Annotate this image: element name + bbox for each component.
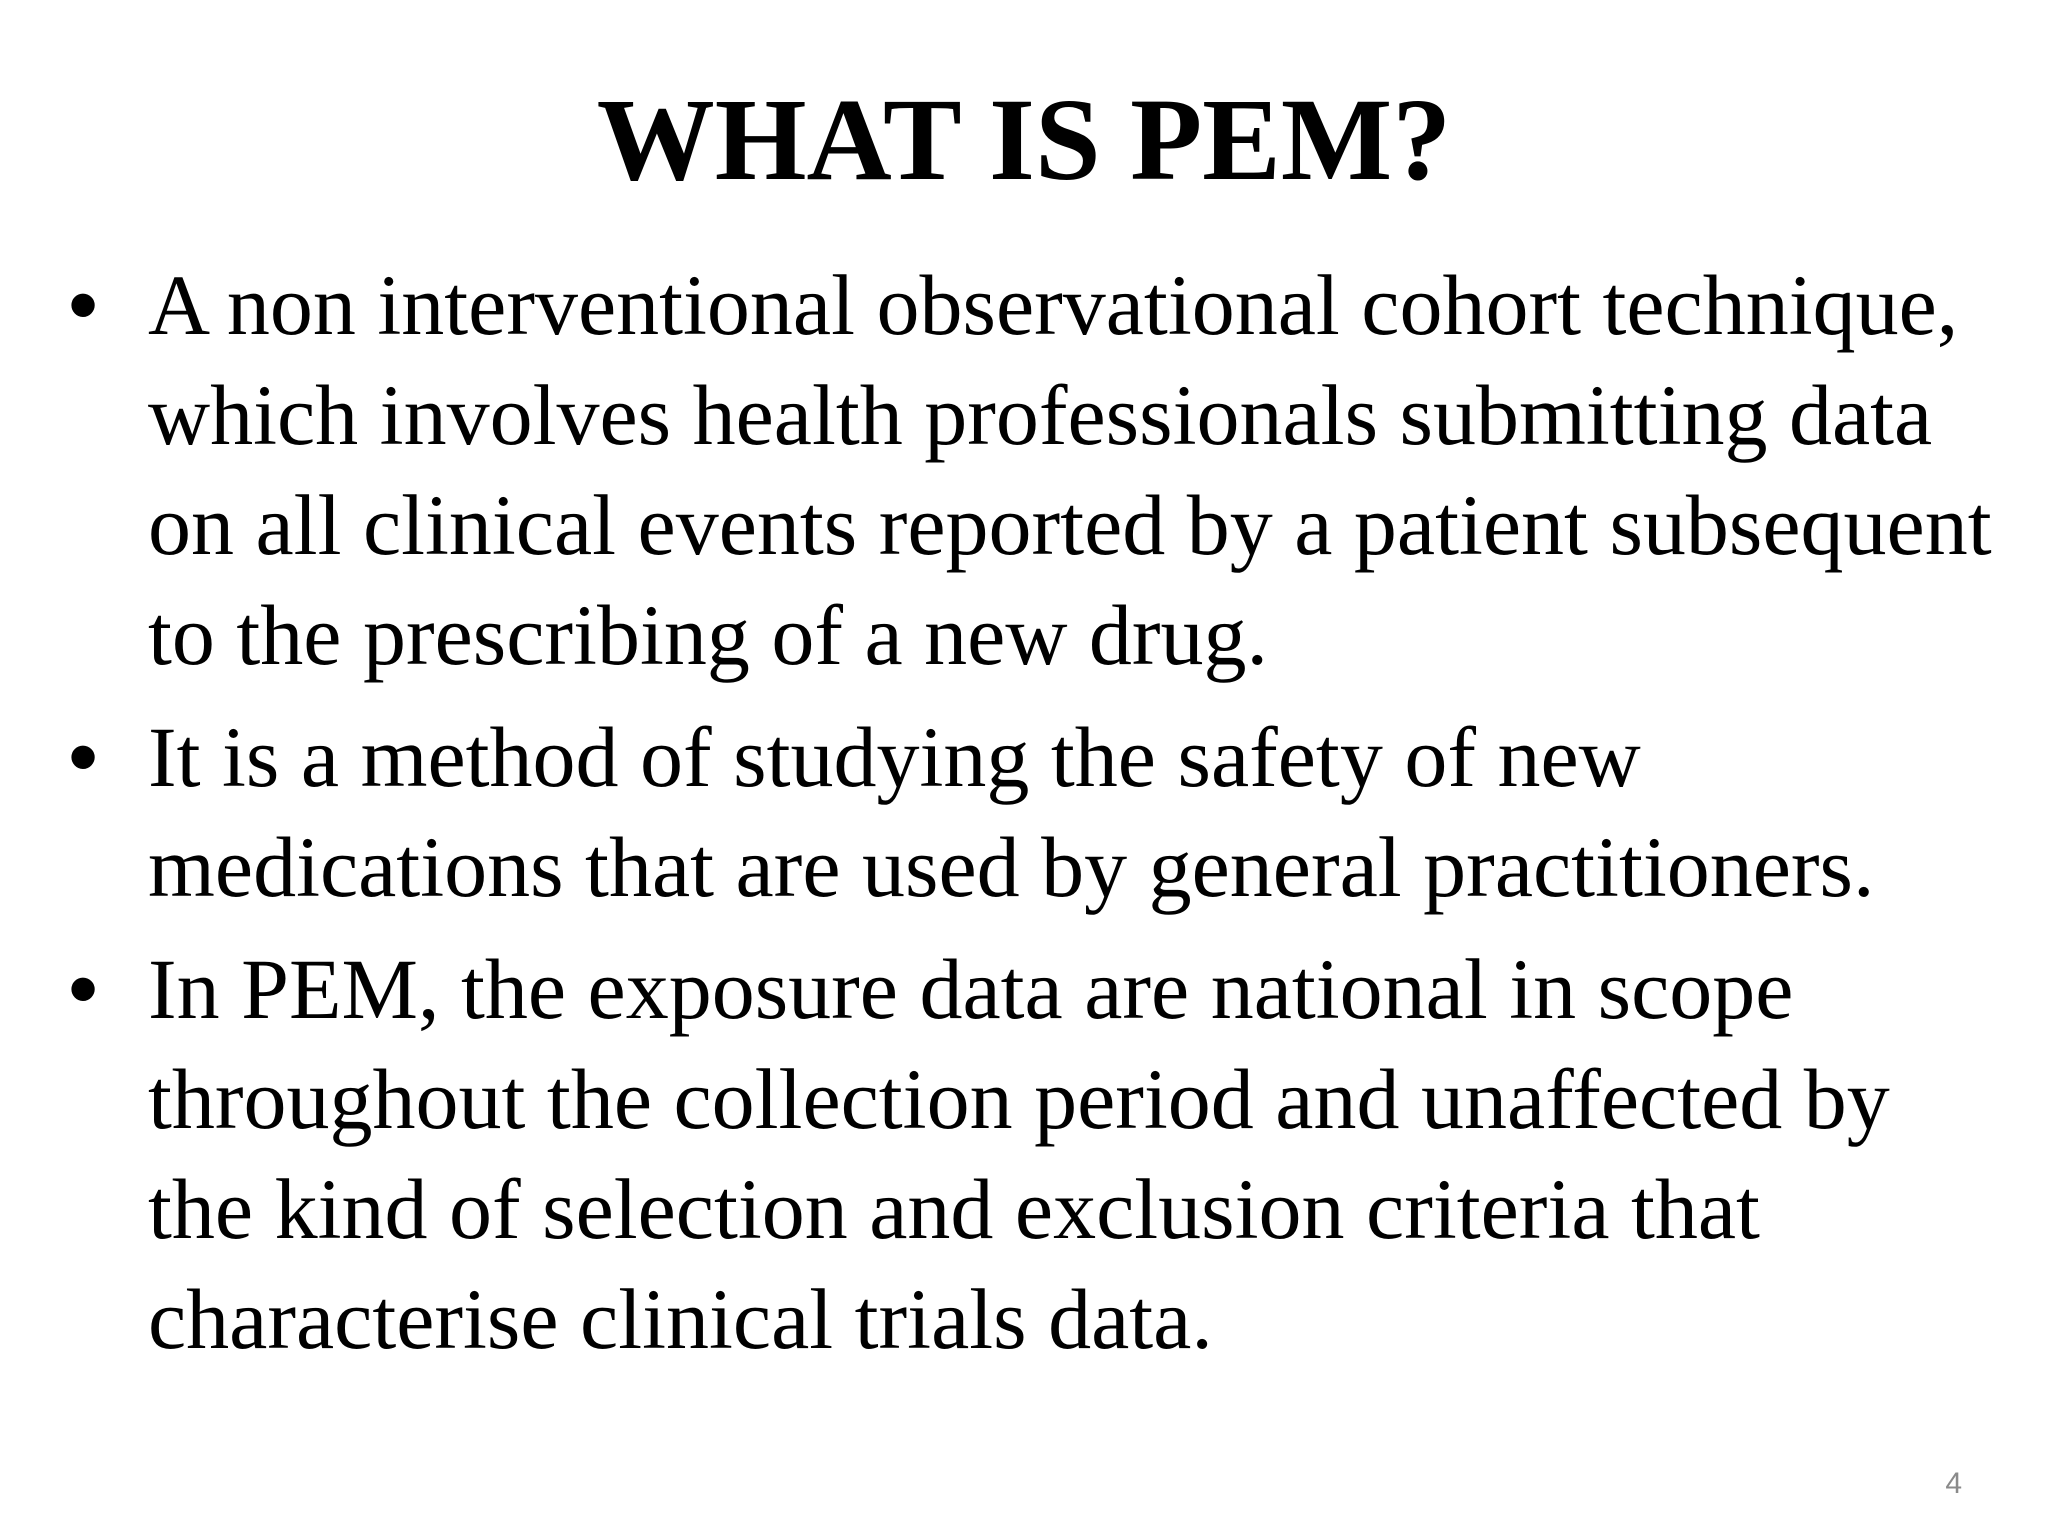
bullet-text: A non interventional observational cohort technique, which involves health professionals submitting data on all clinical events reported by a patient subsequent to the prescribing of a new drug.: [148, 257, 1992, 683]
bullet-text: In PEM, the exposure data are national in scope throughout the collection period and unaffected by the kind of selection and exclusion criteria that characterise clinical trials data.: [148, 941, 1890, 1367]
bullet-item: [0, 934, 2008, 1374]
bullet-list: [0, 250, 2048, 1386]
bullet-marker-icon: •: [68, 709, 99, 805]
bullet-text: It is a method of studying the safety of new medications that are used by general practitioners.: [148, 709, 1875, 915]
slide-title: WHAT IS PEM?: [596, 74, 1452, 205]
page-number: 4: [1945, 1467, 1962, 1500]
bullet-item: [0, 702, 2008, 922]
bullet-item: [0, 250, 2008, 690]
bullet-marker-icon: •: [68, 257, 99, 353]
bullet-marker-icon: •: [68, 941, 99, 1037]
